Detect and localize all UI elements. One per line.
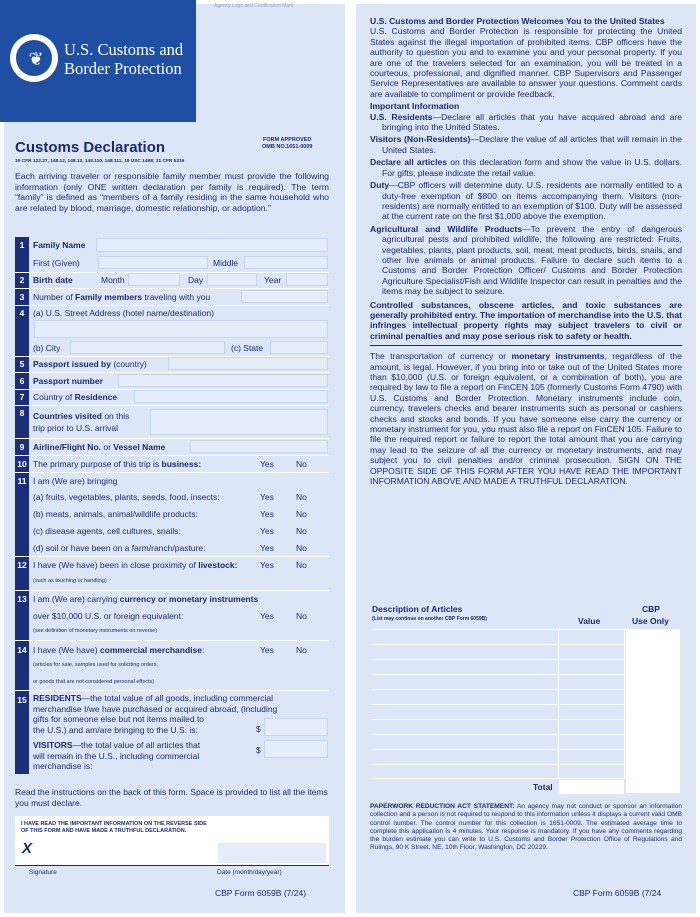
visitors-text: VISITORS—the total value of all articles that will remain in the U.S., including commercial merchandise is: [33, 740, 201, 771]
row-number: 3 [19, 292, 25, 302]
signature-label: Signature [29, 869, 57, 876]
month-input[interactable] [128, 273, 180, 286]
soil-no[interactable]: No [296, 543, 307, 553]
monetary-info: The transportation of currency or monetary instruments, regardless of the amount, is legal. However, if you bring into or take out of the United States more than $10,000 (U.S. or foreign equivalent, or a combination of both), you are required by law to file a report on FinCEN 105 (formerly Customs Form 4790) with U.S. Customs and Border Protection. Monetary instruments include coin, currency, travelers checks and bearer instruments such as personal or cashiers checks and stocks and bonds. If you have someone else carry the currency or monetary instrument for you, you must also file a report on FinCEN 105. Failure to file the required report or failure to report the total amount that you are carrying may lead to the seizure of all the currency or monetary instruments, and may subject you to civil penalties and/or criminal prosecution. SIGN ON THE OPPOSITE SIDE OF THIS FORM AFTER YOU HAVE READ THE IMPORTANT INFORMATION ABOVE AND MADE A TRUTHFUL DECLARATION. [370, 351, 682, 487]
agency-name [64, 40, 183, 78]
currency-yes[interactable]: Yes [260, 611, 274, 621]
row-separator [15, 405, 329, 406]
row-separator [15, 372, 329, 373]
controlled-substances: Controlled substances, obscene articles, and toxic substances are generally prohibited entry. The importation of merchandise into the U.S. that infringes intellectual property rights may subject travelers to civil or criminal penalties and may pose serious risk to safety or health. [370, 299, 682, 341]
year-label: Year [264, 275, 282, 285]
disease-no[interactable]: No [296, 526, 307, 536]
signature-statement: I HAVE READ THE IMPORTANT INFORMATION ON THE REVERSE SIDE OF THIS FORM AND HAVE MADE A TRUTHFUL DECLARATION. [21, 821, 207, 834]
first-name-label: First (Given) [33, 258, 80, 268]
meats-no[interactable]: No [296, 509, 307, 519]
declare-info: Declare all articles on this declaration form and show the value in U.S. dollars. For gifts, please indicate the retail value. [370, 157, 682, 178]
meats-label: (b) meats, animals, animal/wildlife products: [33, 509, 198, 519]
row-number: 9 [19, 442, 25, 452]
state-input[interactable] [270, 341, 328, 354]
livestock-yes[interactable]: Yes [260, 560, 274, 570]
first-name-input[interactable] [98, 256, 208, 269]
cbp-use-column [626, 629, 680, 793]
bringing-label: I am (We are) bringing [33, 476, 118, 486]
row-number: 1 [19, 240, 25, 250]
cfr-citation: 19 CFR 122.27, 148.12, 148.13, 148.110, 148.111, 19 USC 1498; 31 CFR 5316 [15, 159, 185, 164]
merchandise-yes[interactable]: Yes [260, 645, 274, 655]
form-approved-line-1: FORM APPROVED [263, 137, 312, 143]
intro-text: Each arriving traveler or responsible family member must provide the following information (only ONE written declaration per family is required). The term “family” is defined as “members of a family residing in the same household who are related by blood, marriage, domestic relationship, or adoption.” [15, 171, 329, 213]
row-number: 11 [17, 476, 27, 486]
city-label: (b) City [33, 343, 61, 353]
business-yes[interactable]: Yes [260, 459, 274, 469]
passport-country-input[interactable] [168, 357, 328, 370]
day-input[interactable] [207, 273, 257, 286]
state-label: (c) State [231, 343, 264, 353]
row-separator [15, 590, 329, 591]
signature-line [15, 865, 329, 866]
middle-name-input[interactable] [244, 256, 328, 269]
fruits-yes[interactable]: Yes [260, 492, 274, 502]
row-separator [15, 288, 329, 289]
cbp-seal-icon: ❦ [10, 34, 58, 82]
agency-line-2: Border Protection [64, 59, 182, 78]
countries-visited-label: Countries visited on this [33, 411, 130, 421]
merchandise-note-1: (articles for sale, samples used for soliciting orders, [33, 662, 159, 668]
livestock-no[interactable]: No [296, 560, 307, 570]
form-number-front: CBP Form 6059B (7/24) [215, 888, 307, 898]
welcome-title: U.S. Customs and Border Protection Welcomes You to the United States [370, 16, 665, 26]
cbp-heading: CBP [642, 604, 660, 614]
date-label: Date (month/day/year) [217, 869, 282, 876]
agency-banner [0, 0, 196, 122]
birth-date-label: Birth date [33, 275, 73, 285]
date-input[interactable] [218, 843, 326, 863]
welcome-body: U.S. Customs and Border Protection is responsible for protecting the United States against the illegal importation of prohibited items. CBP officers have the authority to question you and to examine you and your personal property. If you are one of the travelers selected for an examination, you will be treated in a courteous, professional, and dignified manner. CBP Supervisors and Passenger Service Representatives are available to answer your questions. Comment cards are available to compliment or provide feedback. [370, 26, 682, 99]
row-number: 10 [17, 459, 27, 469]
merchandise-note-2: or goods that are not considered personal effects) [33, 679, 155, 685]
soil-yes[interactable]: Yes [260, 543, 274, 553]
currency-no[interactable]: No [296, 611, 307, 621]
residents-value-input[interactable] [264, 718, 328, 736]
passport-number-input[interactable] [118, 374, 328, 387]
agency-line-1: U.S. Customs and [64, 40, 184, 59]
row-number: 6 [19, 376, 25, 386]
visitors-value-input[interactable] [264, 740, 328, 758]
description-subheading: (List may continue on another CBP Form 6059B) [372, 616, 487, 622]
livestock-label: I have (We have) been in close proximity of livestock: [33, 560, 238, 570]
business-purpose-label: The primary purpose of this trip is business: [33, 459, 202, 469]
row-number: 7 [19, 392, 25, 402]
currency-note: (see definition of monetary instruments on reverse) [33, 628, 158, 634]
row-separator [15, 438, 329, 439]
currency-sub: over $10,000 U.S. or foreign equivalent: [33, 611, 184, 621]
top-note: Agency Logo and Certification Mark [214, 3, 294, 9]
residents-info: U.S. Residents—Declare all articles that you have acquired abroad and are bringing into the United States. [370, 111, 682, 133]
day-label: Day [188, 275, 204, 285]
important-heading: Important Information [370, 101, 460, 112]
row-number: 12 [17, 560, 27, 570]
year-input[interactable] [286, 273, 328, 286]
row-separator [15, 455, 329, 456]
row-number: 2 [19, 275, 25, 285]
soil-label: (d) soil or have been on a farm/ranch/pasture: [33, 543, 206, 553]
form-title: Customs Declaration [15, 139, 166, 156]
form-number-back: CBP Form 6059B (7/24 [573, 888, 662, 898]
residence-input[interactable] [134, 390, 328, 403]
cbp-use-only-heading: Use Only [632, 616, 669, 626]
signature-x: X [22, 840, 33, 857]
street-address-label: (a) U.S. Street Address (hotel name/destination) [33, 308, 214, 318]
fruits-no[interactable]: No [296, 492, 307, 502]
row-separator [15, 556, 329, 557]
total-label: Total [533, 782, 553, 792]
family-name-label: Family Name [33, 240, 86, 250]
residents-dollar: $ [256, 724, 261, 734]
countries-visited-input[interactable] [150, 409, 328, 435]
flight-input[interactable] [190, 440, 328, 453]
flight-label: Airline/Flight No. or Vessel Name [33, 442, 166, 452]
omb-number: OMB NO.1651-0009 [262, 144, 313, 150]
value-heading: Value [578, 616, 601, 626]
livestock-note: (such as touching or handling) [33, 578, 107, 584]
family-name-input[interactable] [96, 238, 328, 252]
read-instructions: Read the instructions on the back of this form. Space is provided to list all the items you must declare. [15, 787, 328, 808]
divider [370, 345, 682, 346]
form-approved [262, 137, 312, 151]
row-number: 8 [19, 408, 25, 418]
row-separator [15, 305, 329, 306]
family-members-input[interactable] [241, 290, 328, 303]
disease-label: (c) disease agents, cell cultures, snails: [33, 526, 181, 536]
meats-yes[interactable]: Yes [260, 509, 274, 519]
visitors-dollar: $ [256, 745, 261, 755]
description-heading: Description of Articles [372, 604, 463, 614]
row-separator [15, 640, 329, 641]
row-number: 5 [19, 359, 25, 369]
row-number: 14 [17, 645, 27, 655]
row-separator [15, 472, 329, 473]
family-members-label: Number of Family members traveling with you [33, 292, 211, 302]
disease-yes[interactable]: Yes [260, 526, 274, 536]
middle-name-label: Middle [213, 258, 239, 268]
agricultural-info: Agricultural and Wildlife Products—To prevent the entry of dangerous agricultural pests and prohibited wildlife, the following are restricted: Fruits, vegetables, plants, plant products, soil, meat, meat products, birds, snails, and other live animals or animal products. Failure to declare such items to a Customs and Border Protection Officer/ Customs and Border Protection Agriculture Specialist/Fish and Wildlife Inspector can result in penalties and the items may be subject to seizure. [370, 223, 682, 297]
fruits-label: (a) fruits, vegetables, plants, seeds, food, insects: [33, 492, 220, 502]
month-label: Month [101, 275, 125, 285]
street-address-input[interactable] [34, 320, 328, 338]
row-number: 15 [17, 695, 27, 705]
residence-label: Country of Residence [33, 392, 118, 402]
city-input[interactable] [70, 341, 225, 354]
paperwork-statement: PAPERWORK REDUCTION ACT STATEMENT: An agency may not conduct or sponsor an information collection and a person is not required to respond to this information unless it displays a current valid OMB control number. The control number for this collection is 1651-0009. The estimated average time to complete this application is 4 minutes. Your response is mandatory. If you have any comments regarding the burden estimate you can write to U.S. Customs and Border Protection Office of Regulations and Rulings, 90 K Street, NE, 10th Floor, Washington, DC 20229. [370, 803, 682, 852]
merchandise-no[interactable]: No [296, 645, 307, 655]
countries-visited-sub: trip prior to U.S. arrival [33, 423, 119, 433]
passport-issued-label: Passport issued by (country) [33, 359, 147, 369]
row-number: 4 [19, 308, 25, 318]
residents-text: RESIDENTS—the total value of all goods, including commercial merchandise I/we have purchased or acquired abroad, (including gifts for someone else but not items mailed to the U.S.) and am/are bringing to the U.S. is: [33, 693, 278, 735]
duty-info: Duty—CBP officers will determine duty. U.S. residents are normally entitled to a duty-free exemption of $800 on items accompanying them. Visitors (non-residents) are normally entitled to an exemption of $100. Duty will be assessed at the current rate on the first $1,000 above the exemption. [370, 180, 682, 222]
merchandise-label: I have (We have) commercial merchandise: [33, 645, 205, 655]
visitors-info: Visitors (Non-Residents)—Declare the value of all articles that will remain in the United States. [370, 134, 682, 155]
row-separator [15, 690, 329, 691]
business-no[interactable]: No [296, 459, 307, 469]
currency-label: I am (We are) carrying currency or monetary instruments [33, 594, 259, 604]
total-input[interactable] [559, 780, 624, 794]
row-number: 13 [17, 594, 27, 604]
passport-number-label: Passport number [33, 376, 103, 386]
